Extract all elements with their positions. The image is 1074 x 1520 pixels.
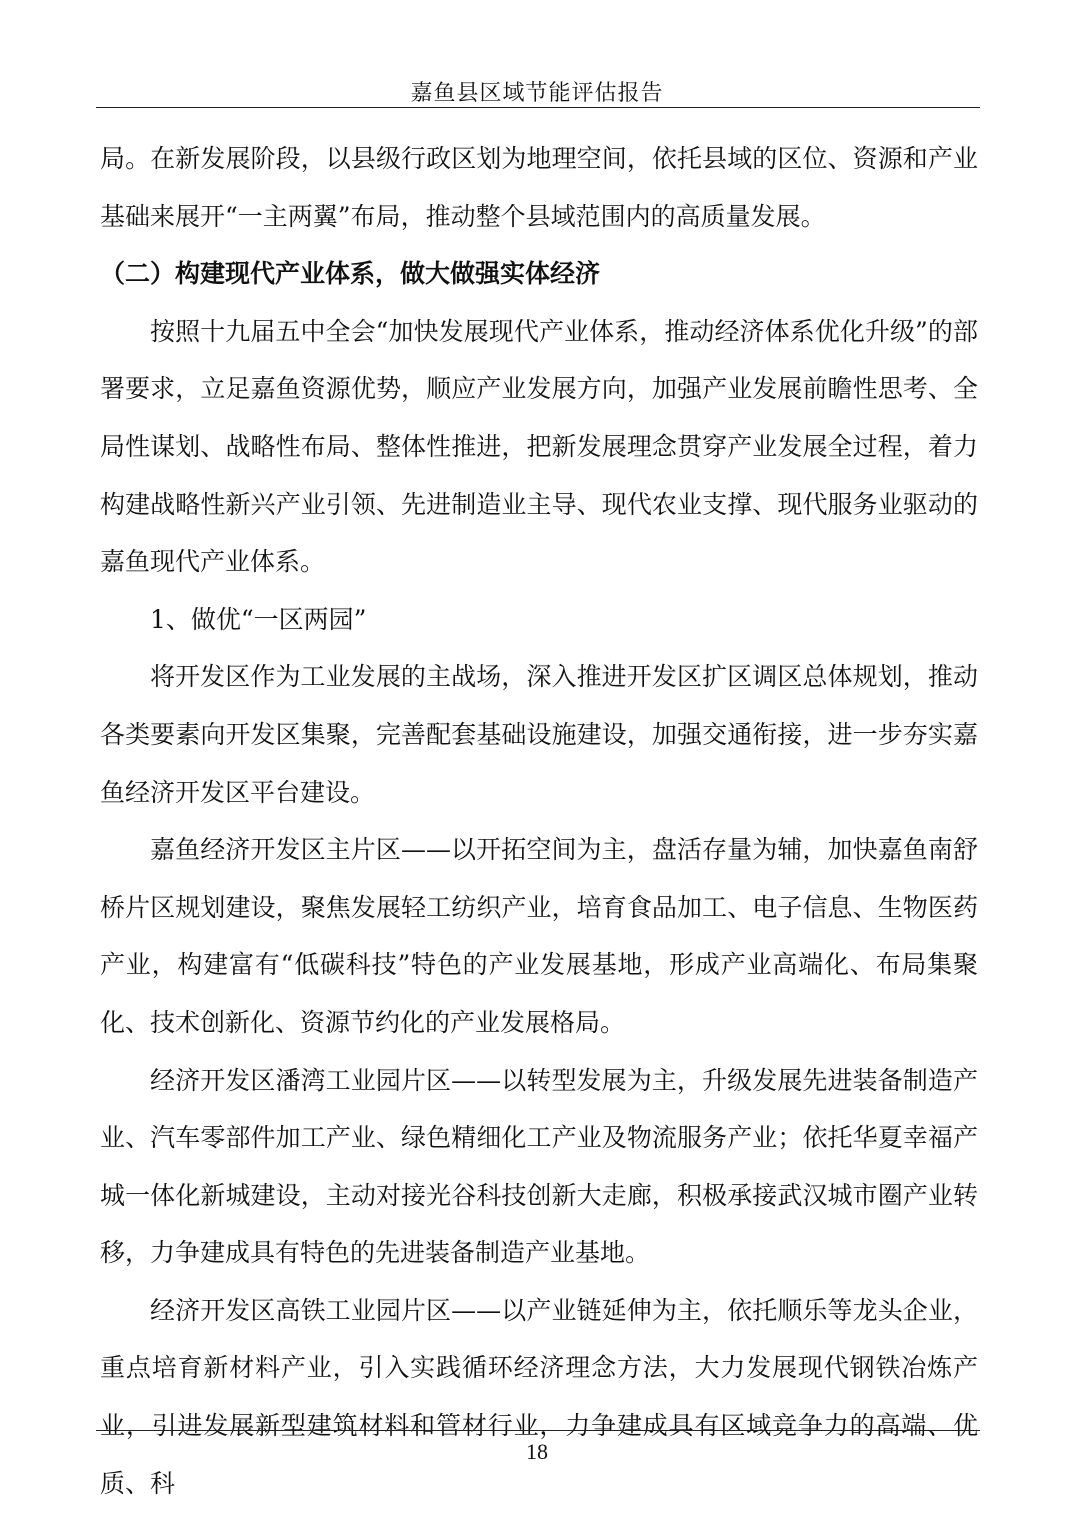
page-body <box>100 130 978 1512</box>
header-divider <box>96 107 980 108</box>
section-heading: （二）构建现代产业体系，做大做强实体经济 <box>100 259 601 289</box>
paragraph-panwan-park: 经济开发区潘湾工业园片区——以转型发展为主，升级发展先进装备制造产业、汽车零部件加工产业、绿色精细化工产业及物流服务产业；依托华夏幸福产城一体化新城建设，主动对接光谷科技创新大走廊，积极承接武汉城市圈产业转移，力争建成具有特色的先进装备制造产业基地。 <box>100 1065 978 1268</box>
subsection-heading: 1、做优“一区两园” <box>150 604 367 634</box>
footer-divider <box>96 1430 980 1431</box>
running-header-title: 嘉鱼县区域节能评估报告 <box>410 81 664 106</box>
paragraph-industrial-system: 按照十九届五中全会“加快发展现代产业体系，推动经济体系优化升级”的部署要求，立足嘉鱼资源优势，顺应产业发展方向，加强产业发展前瞻性思考、全局性谋划、战略性布局、整体性推进，把新发展理念贯穿产业发展全过程，着力构建战略性新兴产业引领、先进制造业主导、现代农业支撑、现代服务业驱动的嘉鱼现代产业体系。 <box>100 316 978 577</box>
paragraph-main-area: 嘉鱼经济开发区主片区——以开拓空间为主，盘活存量为辅，加快嘉鱼南舒桥片区规划建设，聚焦发展轻工纺织产业，培育食品加工、电子信息、生物医药产业，构建富有“低碳科技”特色的产业发展基地，形成产业高端化、布局集聚化、技术创新化、资源节约化的产业发展格局。 <box>100 835 978 1037</box>
page-number: 18 <box>526 1439 548 1464</box>
paragraph-continuation: 局。在新发展阶段，以县级行政区划为地理空间，依托县域的区位、资源和产业基础来展开“一主两翼”布局，推动整个县域范围内的高质量发展。 <box>100 144 978 231</box>
paragraph-high-speed-rail-park: 经济开发区高铁工业园片区——以产业链延伸为主，依托顺乐等龙头企业，重点培育新材料产业，引入实践循环经济理念方法，大力发展现代钢铁冶炼产业，引进发展新型建筑材料和管材行业，力争建成具有区域竞争力的高端、优质、科 <box>100 1295 978 1498</box>
paragraph-development-zone: 将开发区作为工业发展的主战场，深入推进开发区扩区调区总体规划，推动各类要素向开发区集聚，完善配套基础设施建设，加强交通衔接，进一步夯实嘉鱼经济开发区平台建设。 <box>100 662 978 807</box>
